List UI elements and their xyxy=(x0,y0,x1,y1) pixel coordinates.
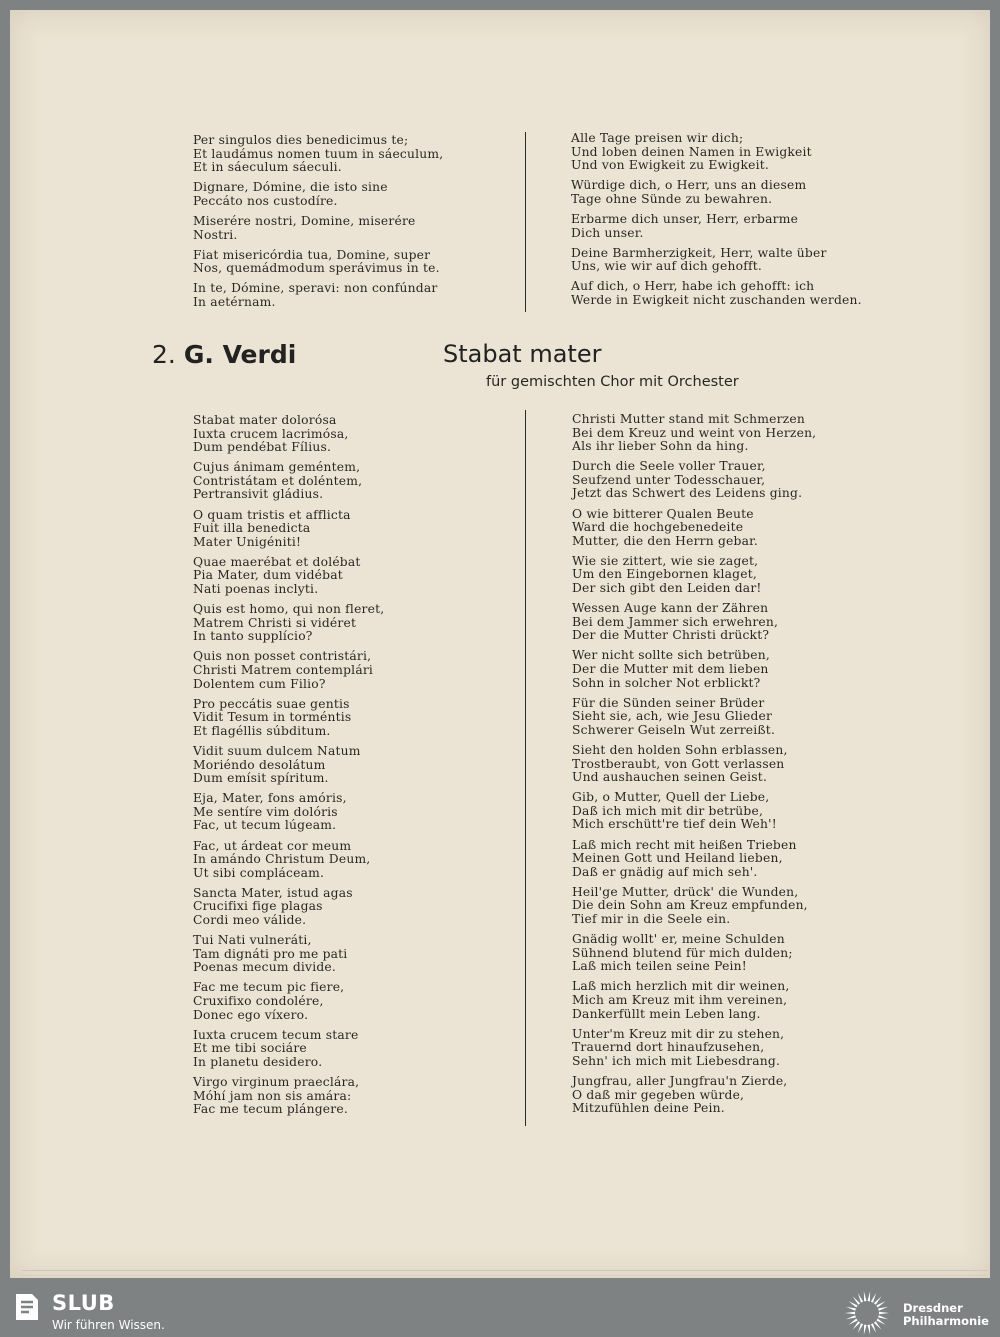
stabat-german-stanza xyxy=(572,839,816,880)
stabat-latin-line: Quae maerébat et dolébat xyxy=(193,554,361,569)
stabat-german-line: Jetzt das Schwert des Leidens ging. xyxy=(572,486,803,501)
stabat-german-stanza xyxy=(572,791,816,832)
stabat-latin-line: Et flagéllis súbditum. xyxy=(193,723,331,738)
stabat-german-line: Christi Mutter stand mit Schmerzen xyxy=(572,412,805,426)
logo-ray xyxy=(846,1315,856,1319)
stabat-latin-line: O quam tristis et afflicta xyxy=(193,507,351,522)
stabat-german-line: Der sich gibt den Leiden dar! xyxy=(572,581,762,596)
logo-ray xyxy=(868,1325,871,1335)
stabat-latin-line: Mater Unigéniti! xyxy=(193,534,302,549)
stabat-german-stanza xyxy=(572,460,816,501)
partner-name-line1: Dresdner xyxy=(903,1301,963,1315)
work-title: Stabat mater xyxy=(443,340,602,368)
stabat-german-line: Wessen Auge kann der Zähren xyxy=(572,601,769,616)
stabat-german-line: Der die Mutter mit dem lieben xyxy=(572,662,769,676)
stabat-latin-line: Quis est homo, qui non fleret, xyxy=(193,602,385,617)
te-deum-latin-column xyxy=(193,134,443,316)
stabat-german-stanza xyxy=(572,886,816,927)
stabat-german-line: Bei dem Kreuz und weint von Herzen, xyxy=(572,425,817,440)
composer-name: G. Verdi xyxy=(183,340,297,369)
stabat-latin-line: Me sentíre vim dolóris xyxy=(193,804,338,819)
stabat-german-stanza xyxy=(572,1075,816,1116)
stabat-latin-line: Móhí jam non sis amára: xyxy=(193,1088,352,1103)
logo-ray xyxy=(874,1321,882,1329)
slub-tagline: Wir führen Wissen. xyxy=(52,1318,165,1332)
te-deum-column-divider xyxy=(525,132,526,312)
te-deum-german-line: Tage ohne Sünde zu bewahren. xyxy=(571,191,773,206)
stabat-latin-stanza xyxy=(193,792,384,833)
te-deum-latin-stanza xyxy=(193,181,443,208)
te-deum-german-stanza xyxy=(571,213,862,240)
te-deum-german-stanza xyxy=(571,280,862,307)
stabat-german-line: Schwerer Geiseln Wut zerreißt. xyxy=(572,722,776,737)
stabat-german-line: Der die Mutter Christi drückt? xyxy=(572,628,770,643)
stabat-latin-line: Cordi meo válide. xyxy=(193,913,307,927)
stabat-latin-line: In amándo Christum Deum, xyxy=(193,852,371,867)
stabat-latin-line: In planetu desidero. xyxy=(193,1054,323,1069)
logo-ray xyxy=(871,1293,876,1303)
stabat-german-line: Trostberaubt, von Gott verlassen xyxy=(572,756,785,771)
stabat-latin-line: Pertransivit gládius. xyxy=(193,487,324,502)
te-deum-german-stanza xyxy=(571,132,862,173)
stabat-german-line: Seufzend unter Todesschauer, xyxy=(572,472,766,487)
stabat-latin-line: Cruxifixo condolére, xyxy=(193,993,324,1008)
stabat-latin-line: Fac, ut tecum lúgeam. xyxy=(193,818,337,833)
logo-ray xyxy=(846,1307,856,1311)
stabat-german-line: Heil'ge Mutter, drück' die Wunden, xyxy=(572,884,799,899)
te-deum-latin-line: Dignare, Dómine, die isto sine xyxy=(193,180,388,195)
stabat-german-line: Sehn' ich mich mit Liebesdrang. xyxy=(572,1053,781,1068)
logo-ray xyxy=(848,1318,857,1324)
te-deum-german-line: Und loben deinen Namen in Ewigkeit xyxy=(571,144,812,159)
stabat-latin-line: Fac me tecum plángere. xyxy=(193,1102,348,1117)
te-deum-german-line: Werde in Ewigkeit nicht zuschanden werden. xyxy=(571,292,862,307)
stabat-latin-line: Dolentem cum Filio? xyxy=(193,676,326,691)
stabat-latin-line: Iuxta crucem lacrimósa, xyxy=(193,426,349,441)
te-deum-german-line: Und von Ewigkeit zu Ewigkeit. xyxy=(571,158,769,173)
stabat-german-line: Mich am Kreuz mit ihm vereinen, xyxy=(572,992,788,1007)
logo-ray xyxy=(858,1293,863,1303)
logo-ray xyxy=(879,1312,889,1314)
stabat-german-line: Laß mich herzlich mit dir weinen, xyxy=(572,979,790,994)
stabat-german-stanza xyxy=(572,744,816,785)
stabat-german-line: Daß ich mich mit dir betrübe, xyxy=(572,803,764,818)
te-deum-latin-line: Nos, quemádmodum sperávimus in te. xyxy=(193,261,440,276)
stabat-german-stanza xyxy=(572,602,816,643)
stabat-german-line: Wie sie zittert, wie sie zaget, xyxy=(572,553,759,568)
stabat-latin-line: Tam dignáti pro me pati xyxy=(193,946,348,961)
stabat-latin-line: Nati poenas inclyti. xyxy=(193,582,319,597)
logo-ray xyxy=(878,1315,888,1319)
slub-name: SLUB xyxy=(52,1291,115,1315)
logo-ray xyxy=(868,1291,871,1301)
stabat-latin-line: Vidit suum dulcem Natum xyxy=(193,743,361,758)
stabat-latin-line: Matrem Christi si vidéret xyxy=(193,615,357,630)
stabat-german-stanza xyxy=(572,933,816,974)
te-deum-latin-stanza xyxy=(193,215,443,242)
stabat-german-line: Wer nicht sollte sich betrüben, xyxy=(572,648,770,663)
stabat-german-line: Unter'm Kreuz mit dir zu stehen, xyxy=(572,1026,785,1041)
stabat-latin-line: Vidit Tesum in torméntis xyxy=(193,710,352,725)
stabat-german-line: Sieht sie, ach, wie Jesu Glieder xyxy=(572,709,773,724)
partner-name-line2: Philharmonie xyxy=(903,1314,989,1328)
stabat-german-line: Und aushauchen seinen Geist. xyxy=(572,770,768,785)
stabat-latin-line: Fuit illa benedicta xyxy=(193,521,311,536)
stabat-german-line: Sühnend blutend für mich dulden; xyxy=(572,945,793,960)
te-deum-german-stanza xyxy=(571,247,862,274)
logo-ray xyxy=(876,1318,885,1324)
stabat-german-line: Um den Eingebornen klaget, xyxy=(572,567,757,582)
stabat-latin-stanza xyxy=(193,461,384,502)
stabat-latin-line: Pro peccátis suae gentis xyxy=(193,696,350,711)
stabat-german-line: Mitzufühlen deine Pein. xyxy=(572,1101,725,1116)
stabat-latin-stanza xyxy=(193,698,384,739)
logo-ray xyxy=(864,1325,867,1335)
stabat-latin-line: Poenas mecum divide. xyxy=(193,960,336,975)
stabat-german-stanza xyxy=(572,980,816,1021)
slub-logo-icon xyxy=(12,1292,40,1322)
stabat-german-line: Laß mich teilen seine Pein! xyxy=(572,959,747,974)
stabat-latin-line: Christi Matrem contemplári xyxy=(193,663,374,677)
stabat-german-line: Trauernd dort hinaufzusehen, xyxy=(572,1040,765,1055)
stabat-latin-line: Et me tibi sociáre xyxy=(193,1041,307,1056)
stabat-german-stanza xyxy=(572,697,816,738)
stabat-latin-line: Dum emísit spíritum. xyxy=(193,771,329,786)
stabat-german-line: Meinen Gott und Heiland lieben, xyxy=(572,851,783,866)
stabat-latin-stanza xyxy=(193,509,384,550)
stabat-german-line: Gib, o Mutter, Quell der Liebe, xyxy=(572,790,770,805)
philharmonie-logo-icon xyxy=(842,1290,892,1336)
te-deum-latin-stanza xyxy=(193,282,443,309)
stabat-german-line: Als ihr lieber Sohn da hing. xyxy=(572,439,749,454)
stabat-german-line: O wie bitterer Qualen Beute xyxy=(572,506,754,521)
te-deum-latin-line: Et laudámus nomen tuum in sáeculum, xyxy=(193,146,444,161)
stabat-german-line: O daß mir gegeben würde, xyxy=(572,1087,745,1102)
stabat-german-line: Ward die hochgebenedeite xyxy=(572,520,744,535)
te-deum-german-line: Deine Barmherzigkeit, Herr, walte über xyxy=(571,245,827,260)
stabat-german-line: Jungfrau, aller Jungfrau'n Zierde, xyxy=(572,1073,788,1088)
te-deum-german-line: Würdige dich, o Herr, uns an diesem xyxy=(571,178,807,193)
te-deum-latin-line: In aetérnam. xyxy=(193,294,276,309)
te-deum-latin-line: Miserére nostri, Domine, miserére xyxy=(193,213,416,228)
stabat-latin-line: Contristátam et doléntem, xyxy=(193,473,363,488)
stabat-latin-stanza xyxy=(193,887,384,928)
stabat-latin-line: Virgo virginum praeclára, xyxy=(193,1074,360,1089)
stabat-latin-stanza xyxy=(193,603,384,644)
stabat-german-stanza xyxy=(572,555,816,596)
stabat-german-line: Gnädig wollt' er, meine Schulden xyxy=(572,932,785,947)
stabat-latin-column xyxy=(193,414,384,1123)
logo-ray xyxy=(845,1312,855,1314)
te-deum-german-column xyxy=(571,132,862,314)
stabat-german-line: Bei dem Jammer sich erwehren, xyxy=(572,614,779,629)
stabat-german-stanza xyxy=(572,413,816,454)
stabat-latin-stanza xyxy=(193,556,384,597)
logo-ray xyxy=(853,1296,861,1304)
stabat-latin-stanza xyxy=(193,650,384,691)
stabat-german-line: Sohn in solcher Not erblickt? xyxy=(572,675,761,690)
stabat-german-column xyxy=(572,413,816,1122)
te-deum-german-line: Erbarme dich unser, Herr, erbarme xyxy=(571,211,799,226)
stabat-german-line: Die dein Sohn am Kreuz empfunden, xyxy=(572,898,808,913)
stabat-german-line: Durch die Seele voller Trauer, xyxy=(572,459,766,474)
te-deum-latin-stanza xyxy=(193,134,443,175)
logo-ray xyxy=(878,1307,888,1311)
work-subtitle: für gemischten Chor mit Orchester xyxy=(486,374,739,390)
stabat-german-line: Mutter, die den Herrn gebar. xyxy=(572,533,758,548)
logo-ray xyxy=(874,1296,882,1304)
stabat-latin-line: Crucifixi fige plagas xyxy=(193,899,323,914)
stabat-german-stanza xyxy=(572,649,816,690)
stabat-latin-line: Quis non posset contristári, xyxy=(193,649,372,664)
stabat-german-line: Sieht den holden Sohn erblassen, xyxy=(572,742,788,757)
te-deum-german-line: Auf dich, o Herr, habe ich gehofft: ich xyxy=(571,279,815,294)
stabat-latin-line: Eja, Mater, fons amóris, xyxy=(193,791,347,806)
te-deum-german-line: Alle Tage preisen wir dich; xyxy=(571,131,744,145)
stabat-german-stanza xyxy=(572,1028,816,1069)
stabat-latin-line: Tui Nati vulneráti, xyxy=(193,933,312,948)
te-deum-german-stanza xyxy=(571,179,862,206)
stabat-latin-line: In tanto supplício? xyxy=(193,629,313,644)
stabat-german-line: Laß mich recht mit heißen Trieben xyxy=(572,837,797,852)
stabat-latin-stanza xyxy=(193,745,384,786)
stabat-latin-line: Donec ego víxero. xyxy=(193,1007,309,1022)
stabat-latin-line: Pia Mater, dum vidébat xyxy=(193,568,343,583)
stabat-latin-line: Fac me tecum pic fiere, xyxy=(193,980,345,995)
stabat-german-line: Tief mir in die Seele ein. xyxy=(572,912,731,926)
stabat-latin-stanza xyxy=(193,934,384,975)
stabat-german-line: Daß er gnädig auf mich seh'. xyxy=(572,864,758,879)
page-edge xyxy=(22,1270,988,1276)
stabat-latin-line: Dum pendébat Fílius. xyxy=(193,440,332,455)
logo-ray xyxy=(876,1301,885,1307)
stabat-latin-line: Stabat mater dolorósa xyxy=(193,413,337,427)
stabat-latin-line: Moriéndo desolátum xyxy=(193,757,326,772)
logo-ray xyxy=(871,1323,876,1333)
logo-ray xyxy=(848,1301,857,1307)
stabat-german-line: Mich erschütt're tief dein Weh'! xyxy=(572,817,777,832)
te-deum-latin-line: Et in sáeculum sáeculi. xyxy=(193,160,342,175)
te-deum-german-line: Uns, wie wir auf dich gehofft. xyxy=(571,259,762,274)
te-deum-german-line: Dich unser. xyxy=(571,225,644,240)
stabat-latin-stanza xyxy=(193,981,384,1022)
stabat-latin-stanza xyxy=(193,1029,384,1070)
te-deum-latin-line: Per singulos dies benedicimus te; xyxy=(193,133,409,147)
stabat-latin-line: Cujus ánimam geméntem, xyxy=(193,460,361,475)
logo-ray xyxy=(853,1321,861,1329)
stabat-column-divider xyxy=(525,410,526,1126)
stabat-latin-stanza xyxy=(193,840,384,881)
te-deum-latin-line: In te, Dómine, speravi: non confúndar xyxy=(193,281,438,296)
stabat-german-line: Dankerfüllt mein Leben lang. xyxy=(572,1006,761,1021)
logo-ray xyxy=(858,1323,863,1333)
stabat-latin-line: Iuxta crucem tecum stare xyxy=(193,1027,359,1042)
stabat-german-stanza xyxy=(572,508,816,549)
stabat-german-line: Für die Sünden seiner Brüder xyxy=(572,695,765,710)
stabat-latin-line: Fac, ut árdeat cor meum xyxy=(193,838,352,853)
te-deum-latin-line: Nostri. xyxy=(193,227,238,242)
te-deum-latin-line: Peccáto nos custodíre. xyxy=(193,193,338,208)
section-number: 2. xyxy=(152,340,176,369)
stabat-latin-line: Sancta Mater, istud agas xyxy=(193,885,353,900)
stabat-latin-stanza xyxy=(193,414,384,455)
stabat-latin-stanza xyxy=(193,1076,384,1117)
section-heading xyxy=(152,340,296,369)
te-deum-latin-line: Fiat misericórdia tua, Domine, super xyxy=(193,247,431,262)
stabat-latin-line: Ut sibi compláceam. xyxy=(193,865,325,880)
te-deum-latin-stanza xyxy=(193,249,443,276)
partner-name xyxy=(903,1302,989,1328)
logo-ray xyxy=(864,1291,867,1301)
